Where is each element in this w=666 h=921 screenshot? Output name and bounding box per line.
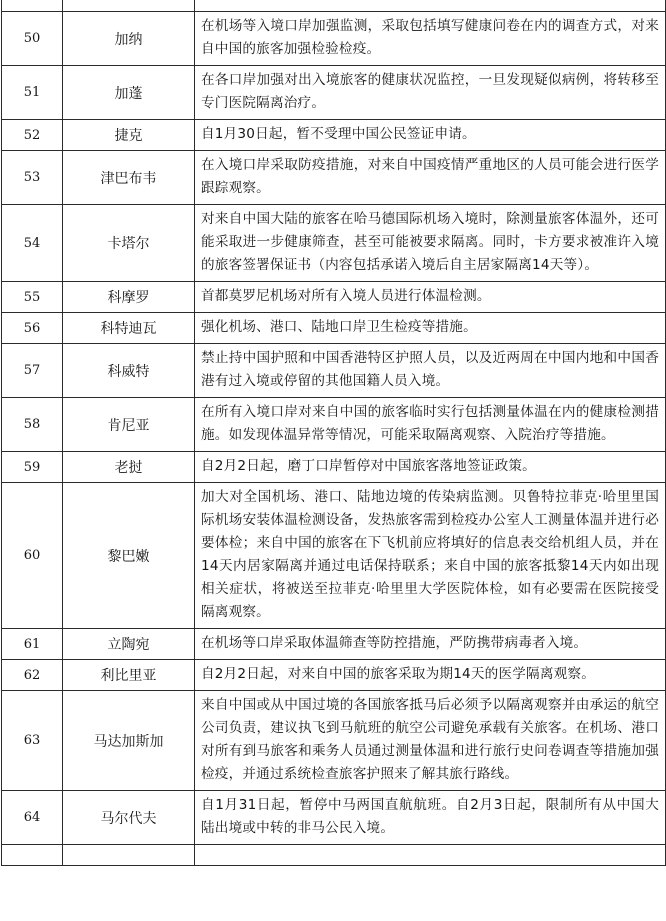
country-name: 利比里亚 bbox=[63, 660, 195, 691]
table-row bbox=[2, 120, 666, 151]
table-row-cut-bottom bbox=[2, 845, 666, 866]
table-row-cut-top bbox=[2, 0, 666, 12]
table-row bbox=[2, 66, 666, 120]
table-row bbox=[2, 629, 666, 660]
table-body bbox=[2, 0, 666, 866]
measure-text: 在所有入境口岸对来自中国的旅客临时实行包括测量体温在内的健康检测措施。如发现体温异常等情况，可能采取隔离观察、入院治疗等措施。 bbox=[195, 398, 666, 452]
country-name: 马尔代夫 bbox=[63, 791, 195, 845]
country-name: 肯尼亚 bbox=[63, 398, 195, 452]
table-row bbox=[2, 483, 666, 629]
table-row bbox=[2, 151, 666, 205]
country-name: 加纳 bbox=[63, 12, 195, 66]
table-row bbox=[2, 344, 666, 398]
row-number: 54 bbox=[2, 205, 63, 282]
country-name: 科特迪瓦 bbox=[63, 313, 195, 344]
row-number: 55 bbox=[2, 282, 63, 313]
row-number: 63 bbox=[2, 691, 63, 791]
measure-text: 自1月31日起，暂停中马两国直航航班。自2月3日起，限制所有从中国大陆出境或中转的非马公民入境。 bbox=[195, 791, 666, 845]
table-row bbox=[2, 398, 666, 452]
measure-text: 自1月30日起，暂不受理中国公民签证申请。 bbox=[195, 120, 666, 151]
country-name: 科威特 bbox=[63, 344, 195, 398]
country-name: 立陶宛 bbox=[63, 629, 195, 660]
row-number: 57 bbox=[2, 344, 63, 398]
measure-text: 加大对全国机场、港口、陆地边境的传染病监测。贝鲁特拉菲克·哈里里国际机场安装体温检测设备，发热旅客需到检疫办公室人工测量体温并进行必要体检；来自中国的旅客在下飞机前应将填好的信息表交给机组人员，并在14天内居家隔离并通过电话保持联系；来自中国的旅客抵黎14天内如出现相关症状，将被送至拉菲克·哈里里大学医院体检，如有必要需在医院接受隔离观察。 bbox=[195, 483, 666, 629]
measure-text: 禁止持中国护照和中国香港特区护照人员，以及近两周在中国内地和中国香港有过入境或停留的其他国籍人员入境。 bbox=[195, 344, 666, 398]
row-number: 50 bbox=[2, 12, 63, 66]
row-number: 59 bbox=[2, 452, 63, 483]
table-row bbox=[2, 205, 666, 282]
row-number: 61 bbox=[2, 629, 63, 660]
measure-text: 自2月2日起，对来自中国的旅客采取为期14天的医学隔离观察。 bbox=[195, 660, 666, 691]
row-number: 58 bbox=[2, 398, 63, 452]
row-number: 51 bbox=[2, 66, 63, 120]
table-row bbox=[2, 691, 666, 791]
measure-text: 首都莫罗尼机场对所有入境人员进行体温检测。 bbox=[195, 282, 666, 313]
measures-table bbox=[1, 0, 666, 866]
country-name: 卡塔尔 bbox=[63, 205, 195, 282]
table-row bbox=[2, 12, 666, 66]
country-name: 老挝 bbox=[63, 452, 195, 483]
country-name: 科摩罗 bbox=[63, 282, 195, 313]
row-number: 52 bbox=[2, 120, 63, 151]
measure-text: 自2月2日起，磨丁口岸暂停对中国旅客落地签证政策。 bbox=[195, 452, 666, 483]
measure-text: 在入境口岸采取防疫措施，对来自中国疫情严重地区的人员可能会进行医学跟踪观察。 bbox=[195, 151, 666, 205]
table-row bbox=[2, 313, 666, 344]
table-row bbox=[2, 660, 666, 691]
country-name: 加蓬 bbox=[63, 66, 195, 120]
measure-text: 来自中国或从中国过境的各国旅客抵马后必须予以隔离观察并由承运的航空公司负责，建议执飞到马航班的航空公司避免承载有关旅客。在机场、港口对所有到马旅客和乘务人员通过测量体温和进行旅行史问卷调查等措施加强检疫，并通过系统检查旅客护照来了解其旅行路线。 bbox=[195, 691, 666, 791]
row-number: 60 bbox=[2, 483, 63, 629]
measure-text: 在机场等入境口岸加强监测，采取包括填写健康问卷在内的调查方式，对来自中国的旅客加强检验检疫。 bbox=[195, 12, 666, 66]
table-row bbox=[2, 452, 666, 483]
country-name: 津巴布韦 bbox=[63, 151, 195, 205]
row-number: 56 bbox=[2, 313, 63, 344]
table-row bbox=[2, 282, 666, 313]
country-name: 黎巴嫩 bbox=[63, 483, 195, 629]
measure-text: 在机场等口岸采取体温筛查等防控措施，严防携带病毒者入境。 bbox=[195, 629, 666, 660]
measure-text: 强化机场、港口、陆地口岸卫生检疫等措施。 bbox=[195, 313, 666, 344]
measure-text: 对来自中国大陆的旅客在哈马德国际机场入境时，除测量旅客体温外，还可能采取进一步健康筛查，甚至可能被要求隔离。同时，卡方要求被准许入境的旅客签署保证书（内容包括承诺入境后自主居家隔离14天等）。 bbox=[195, 205, 666, 282]
country-name: 捷克 bbox=[63, 120, 195, 151]
row-number: 62 bbox=[2, 660, 63, 691]
table-row bbox=[2, 791, 666, 845]
country-name: 马达加斯加 bbox=[63, 691, 195, 791]
row-number: 53 bbox=[2, 151, 63, 205]
row-number: 64 bbox=[2, 791, 63, 845]
measure-text: 在各口岸加强对出入境旅客的健康状况监控，一旦发现疑似病例，将转移至专门医院隔离治疗。 bbox=[195, 66, 666, 120]
